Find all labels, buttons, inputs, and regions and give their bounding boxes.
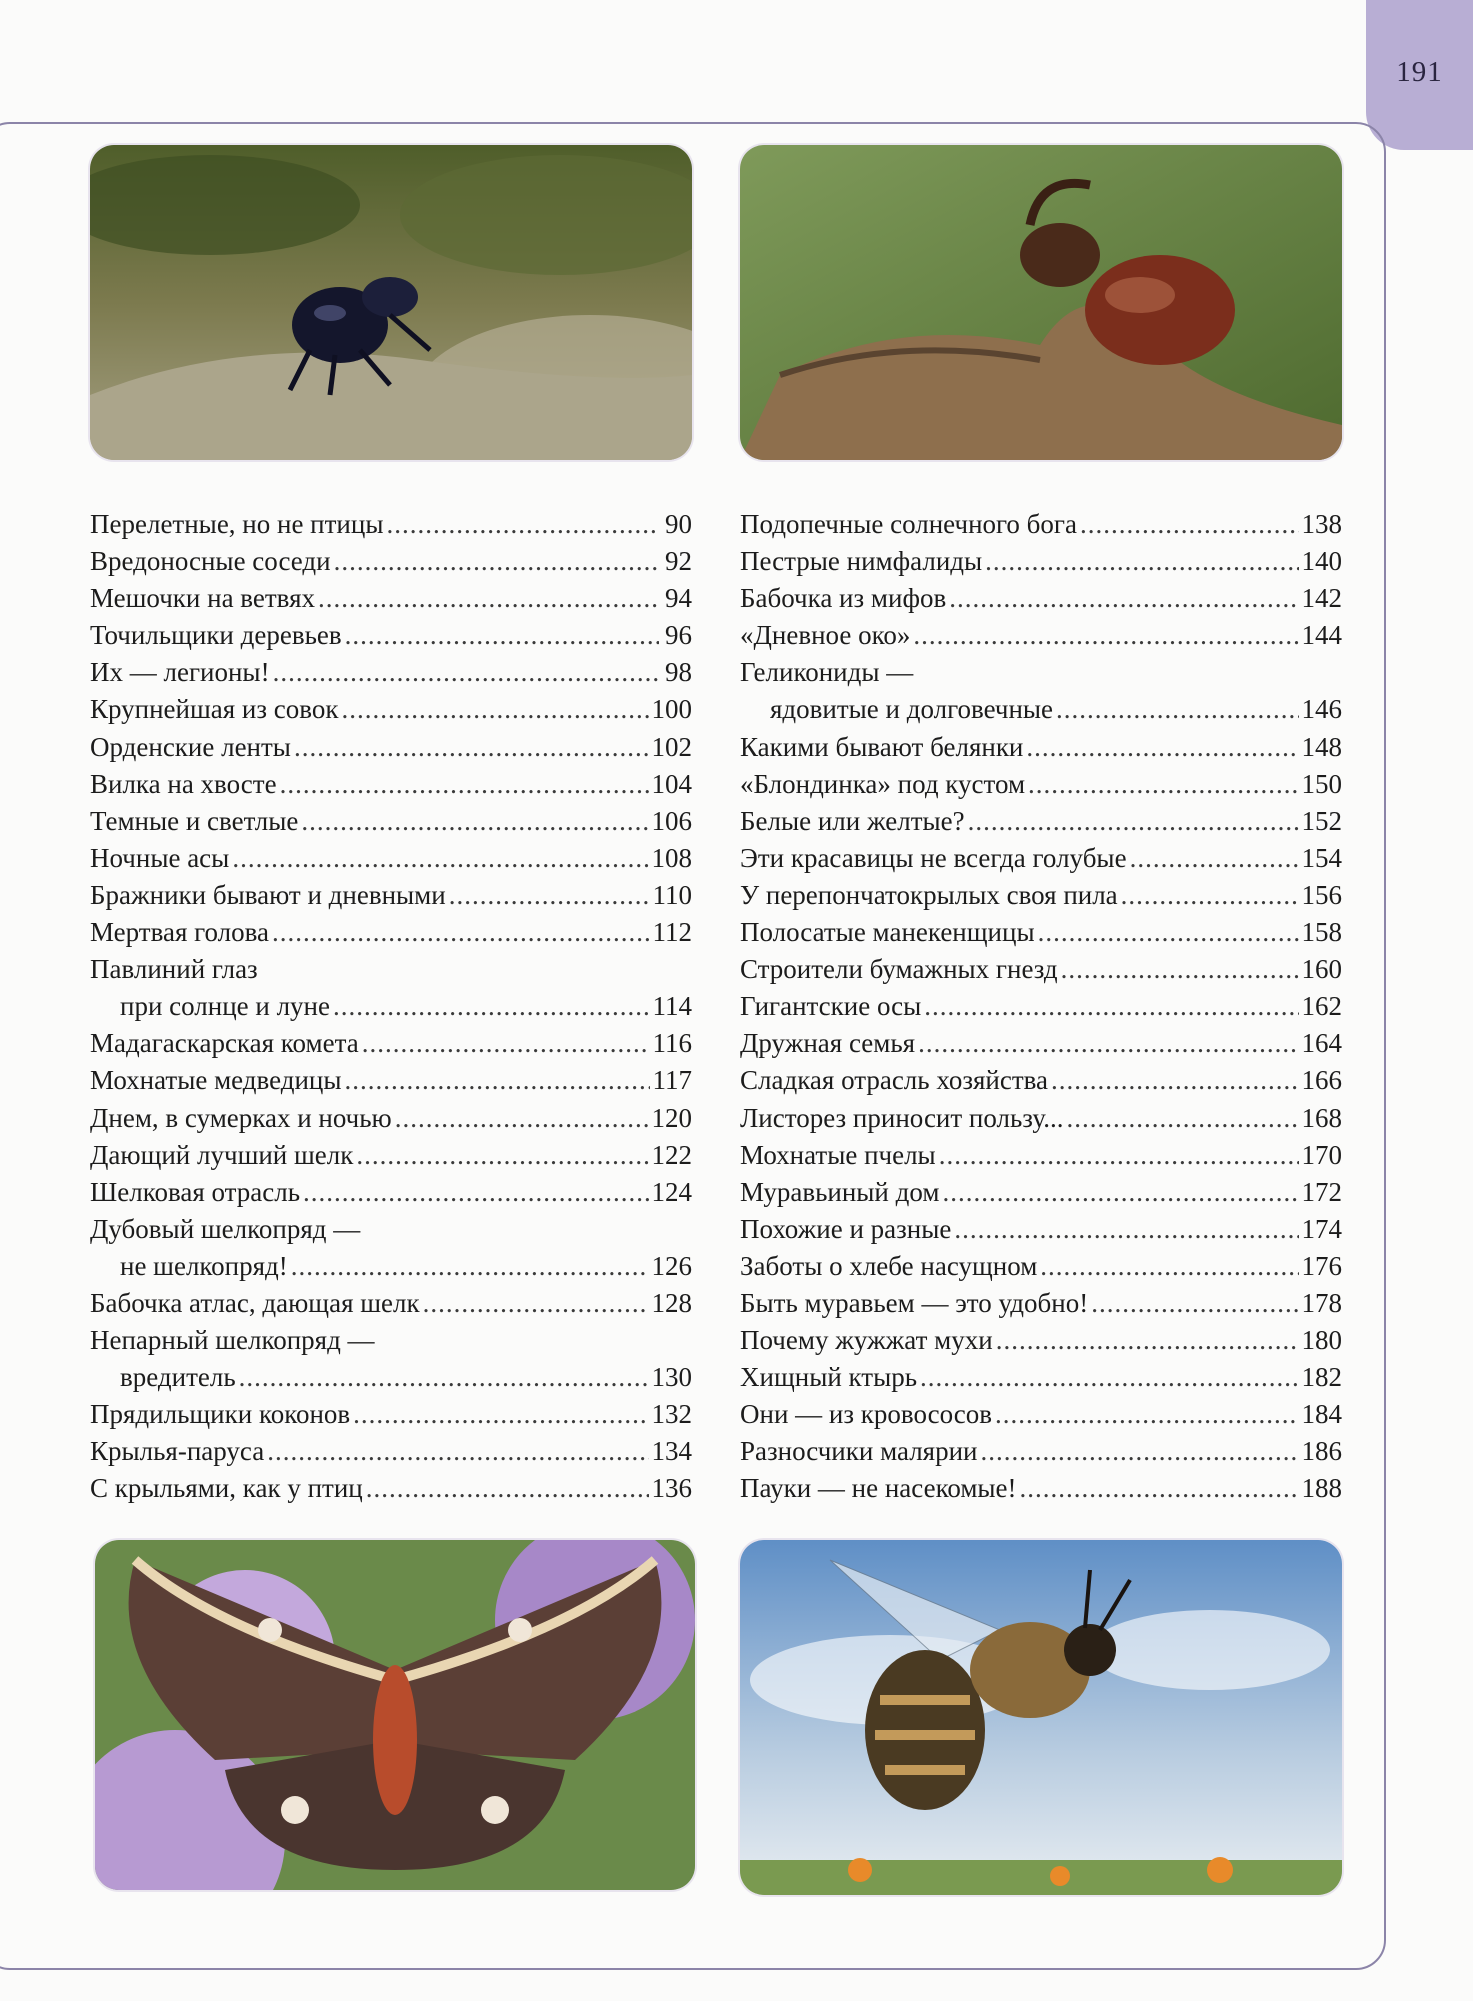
toc-entry-page: 146	[1301, 694, 1342, 725]
toc-leader-dots	[353, 1396, 648, 1433]
toc-entry-title: Мадагаскарская комета	[90, 1028, 359, 1059]
toc-leader-dots	[333, 988, 650, 1025]
toc-entry-page: 96	[665, 620, 692, 651]
toc-entry	[90, 951, 692, 988]
toc-entry-page: 92	[665, 546, 692, 577]
toc-leader-dots	[294, 729, 649, 766]
toc-entry-title: Дающий лучший шелк	[90, 1139, 354, 1170]
toc-entry-title: «Дневное око»	[740, 620, 911, 651]
cecropia-moth-photo	[95, 1540, 695, 1890]
toc-entry-page: 156	[1301, 879, 1342, 910]
toc-leader-dots	[939, 1137, 1299, 1174]
toc-entry-title: Темные и светлые	[90, 805, 299, 836]
toc-entry-page: 172	[1301, 1176, 1342, 1207]
toc-entry-title: «Блондинка» под кустом	[740, 768, 1026, 799]
toc-entry-page: 117	[652, 1065, 692, 1096]
toc-leader-dots	[918, 1025, 1298, 1062]
toc-entry-page: 114	[652, 991, 692, 1022]
toc-leader-dots	[318, 580, 659, 617]
toc-leader-dots	[995, 1396, 1298, 1433]
toc-leader-dots	[334, 543, 659, 580]
toc-leader-dots	[239, 1359, 649, 1396]
toc-leader-dots	[345, 617, 659, 654]
toc-entry	[90, 1359, 692, 1396]
toc-entry	[90, 914, 692, 951]
toc-entry-page: 134	[651, 1436, 692, 1467]
toc-entry-title: Бражники бывают и дневными	[90, 879, 446, 910]
toc-entry	[740, 617, 1342, 654]
toc-entry	[90, 617, 692, 654]
toc-left-column	[90, 506, 692, 1508]
toc-entry-page: 98	[665, 657, 692, 688]
toc-entry-page: 166	[1301, 1065, 1342, 1096]
toc-entry-page: 94	[665, 583, 692, 614]
toc-entry-title: Мохнатые медведицы	[90, 1065, 342, 1096]
toc-entry	[90, 1137, 692, 1174]
toc-entry-title: Крупнейшая из совок	[90, 694, 339, 725]
toc-entry-page: 122	[651, 1139, 692, 1170]
toc-entry	[740, 914, 1342, 951]
toc-entry-page: 140	[1301, 546, 1342, 577]
toc-leader-dots	[981, 1433, 1299, 1470]
toc-entry-title: Вилка на хвосте	[90, 768, 277, 799]
toc-entry-title: Строители бумажных гнезд	[740, 954, 1058, 985]
toc-leader-dots	[301, 803, 648, 840]
toc-entry-page: 112	[652, 917, 692, 948]
toc-leader-dots	[267, 1433, 648, 1470]
toc-leader-dots	[1091, 1285, 1298, 1322]
toc-entry-title: Заботы о хлебе насущном	[740, 1250, 1038, 1281]
toc-entry	[90, 1100, 692, 1137]
toc-entry	[740, 988, 1342, 1025]
toc-entry	[740, 1433, 1342, 1470]
toc-entry-title: Муравьиный дом	[740, 1176, 940, 1207]
toc-leader-dots	[449, 877, 650, 914]
rhinoceros-beetle-photo	[740, 145, 1342, 460]
page-number: 191	[1396, 56, 1443, 88]
toc-leader-dots	[345, 1062, 650, 1099]
toc-entry-page: 138	[1301, 509, 1342, 539]
toc-leader-dots	[949, 580, 1298, 617]
toc-entry-title: Бабочка из мифов	[740, 583, 947, 614]
toc-entry	[740, 691, 1342, 728]
toc-entry-title: Похожие и разные	[740, 1213, 952, 1244]
toc-entry	[90, 580, 692, 617]
toc-entry	[740, 1248, 1342, 1285]
toc-entry	[90, 877, 692, 914]
toc-entry	[90, 543, 692, 580]
toc-leader-dots	[968, 803, 1299, 840]
toc-entry-title: Точильщики деревьев	[90, 620, 342, 651]
toc-entry-page: 180	[1301, 1325, 1342, 1356]
toc-entry	[740, 951, 1342, 988]
toc-entry-page: 184	[1301, 1399, 1342, 1430]
toc-leader-dots	[913, 617, 1298, 654]
toc-entry	[90, 1396, 692, 1433]
toc-entry	[740, 1359, 1342, 1396]
toc-entry-page: 152	[1301, 805, 1342, 836]
toc-leader-dots	[1080, 506, 1299, 543]
toc-leader-dots	[280, 766, 649, 803]
toc-leader-dots	[341, 691, 648, 728]
toc-entry-title: Непарный шелкопряд —	[90, 1325, 375, 1356]
toc-entry-page: 102	[651, 731, 692, 762]
toc-entry-page: 158	[1301, 917, 1342, 948]
toc-entry-page: 188	[1301, 1473, 1342, 1504]
toc-entry	[90, 1322, 692, 1359]
toc-leader-dots	[1020, 1470, 1299, 1507]
toc-entry	[90, 1211, 692, 1248]
toc-leader-dots	[1038, 914, 1299, 951]
toc-entry	[740, 877, 1342, 914]
toc-entry	[740, 1174, 1342, 1211]
toc-leader-dots	[272, 914, 649, 951]
toc-entry-page: 162	[1301, 991, 1342, 1022]
toc-entry	[90, 803, 692, 840]
toc-entry	[90, 766, 692, 803]
toc-entry-title: Какими бывают белянки	[740, 731, 1024, 762]
toc-leader-dots	[291, 1248, 649, 1285]
toc-entry-page: 130	[651, 1362, 692, 1393]
toc-leader-dots	[386, 506, 659, 543]
toc-entry-page: 90	[665, 509, 692, 539]
toc-leader-dots	[1066, 1100, 1298, 1137]
toc-entry-title: Орденские ленты	[90, 731, 291, 762]
toc-entry-page: 168	[1301, 1102, 1342, 1133]
toc-entry-title: Вредоносные соседи	[90, 546, 331, 577]
dung-beetle-photo	[90, 145, 692, 460]
toc-entry-page: 126	[651, 1250, 692, 1281]
toc-entry-page: 116	[652, 1028, 692, 1059]
toc-entry-title: не шелкопряд!	[120, 1250, 288, 1281]
toc-leader-dots	[356, 1137, 648, 1174]
toc-entry-title: Дружная семья	[740, 1028, 916, 1059]
toc-entry	[740, 1285, 1342, 1322]
toc-entry-title: при солнце и луне	[120, 991, 330, 1022]
toc-entry-title: ядовитые и долговечные	[770, 694, 1054, 725]
toc-leader-dots	[985, 543, 1298, 580]
toc-entry-title: Бабочка атлас, дающая шелк	[90, 1287, 420, 1318]
toc-entry-page: 160	[1301, 954, 1342, 985]
toc-entry	[90, 654, 692, 691]
toc-leader-dots	[395, 1100, 649, 1137]
toc-entry-page: 132	[651, 1399, 692, 1430]
toc-entry-page: 164	[1301, 1028, 1342, 1059]
toc-entry-page: 136	[651, 1473, 692, 1504]
toc-entry-title: Они — из кровососов	[740, 1399, 993, 1430]
toc-leader-dots	[273, 654, 659, 691]
toc-entry	[740, 1137, 1342, 1174]
toc-leader-dots	[996, 1322, 1299, 1359]
toc-entry-title: Днем, в сумерках и ночью	[90, 1102, 392, 1133]
toc-entry	[740, 803, 1342, 840]
toc-entry	[90, 1248, 692, 1285]
toc-entry-title: Подопечные солнечного бога	[740, 509, 1077, 539]
toc-entry-page: 104	[651, 768, 692, 799]
toc-entry	[740, 1322, 1342, 1359]
toc-entry	[90, 1470, 692, 1507]
toc-entry-title: Дубовый шелкопряд —	[90, 1213, 361, 1244]
toc-entry	[90, 1062, 692, 1099]
toc-entry-title: Сладкая отрасль хозяйства	[740, 1065, 1049, 1096]
toc-entry	[740, 506, 1342, 543]
toc-leader-dots	[1028, 766, 1298, 803]
toc-entry	[740, 1062, 1342, 1099]
toc-entry-title: Ночные асы	[90, 842, 230, 873]
toc-entry-title: Пестрые нимфалиды	[740, 546, 983, 577]
toc-entry-page: 144	[1301, 620, 1342, 651]
toc-entry-title: Крылья-паруса	[90, 1436, 265, 1467]
toc-leader-dots	[303, 1174, 648, 1211]
toc-entry-page: 142	[1301, 583, 1342, 614]
toc-leader-dots	[423, 1285, 649, 1322]
toc-entry	[740, 1470, 1342, 1507]
toc-entry	[90, 1174, 692, 1211]
toc-entry	[740, 1396, 1342, 1433]
toc-entry-page: 186	[1301, 1436, 1342, 1467]
toc-entry-page: 148	[1301, 731, 1342, 762]
toc-leader-dots	[1051, 1062, 1298, 1099]
toc-leader-dots	[1056, 691, 1298, 728]
toc-entry-title: Мертвая голова	[90, 917, 270, 948]
toc-entry-title: Их — легионы!	[90, 657, 270, 688]
toc-entry-title: Листорез приносит пользу...	[740, 1102, 1064, 1133]
toc-leader-dots	[1130, 840, 1299, 877]
toc-entry-page: 182	[1301, 1362, 1342, 1393]
toc-entry-title: Шелковая отрасль	[90, 1176, 301, 1207]
bee-photo	[740, 1540, 1342, 1895]
toc-entry-title: Хищный ктырь	[740, 1362, 918, 1393]
toc-leader-dots	[920, 1359, 1298, 1396]
toc-entry	[90, 988, 692, 1025]
toc-entry-page: 110	[652, 879, 692, 910]
toc-entry	[90, 691, 692, 728]
toc-entry-title: Почему жужжат мухи	[740, 1325, 993, 1356]
toc-entry	[740, 1100, 1342, 1137]
toc-entry-page: 170	[1301, 1139, 1342, 1170]
toc-entry-page: 124	[651, 1176, 692, 1207]
toc-entry	[740, 766, 1342, 803]
toc-leader-dots	[1121, 877, 1299, 914]
toc-entry-title: С крыльями, как у птиц	[90, 1473, 363, 1504]
toc-entry-title: Перелетные, но не птицы	[90, 509, 384, 539]
toc-entry	[90, 1025, 692, 1062]
toc-entry-title: Прядильщики коконов	[90, 1399, 351, 1430]
toc-entry-page: 108	[651, 842, 692, 873]
toc-entry	[90, 1433, 692, 1470]
toc-entry	[740, 729, 1342, 766]
toc-entry	[740, 1211, 1342, 1248]
toc-entry-title: Эти красавицы не всегда голубые	[740, 842, 1127, 873]
toc-entry-title: Белые или желтые?	[740, 805, 965, 836]
toc-entry-title: Полосатые манекенщицы	[740, 917, 1035, 948]
toc-entry-page: 100	[651, 694, 692, 725]
toc-entry-page: 154	[1301, 842, 1342, 873]
toc-leader-dots	[1061, 951, 1299, 988]
toc-entry-page: 128	[651, 1287, 692, 1318]
toc-entry	[740, 1025, 1342, 1062]
toc-entry-title: У перепончатокрылых своя пила	[740, 879, 1118, 910]
toc-leader-dots	[232, 840, 648, 877]
toc-entry-title: Разносчики малярии	[740, 1436, 978, 1467]
toc-entry	[90, 729, 692, 766]
toc-entry-title: Мешочки на ветвях	[90, 583, 315, 614]
toc-entry	[740, 580, 1342, 617]
toc-entry-title: Геликониды —	[740, 657, 914, 688]
toc-entry-page: 174	[1301, 1213, 1342, 1244]
toc-right-column	[740, 506, 1342, 1508]
toc-leader-dots	[362, 1025, 650, 1062]
toc-entry	[90, 1285, 692, 1322]
toc-entry-title: вредитель	[120, 1362, 236, 1393]
toc-leader-dots	[1026, 729, 1298, 766]
toc-entry-title: Быть муравьем — это удобно!	[740, 1287, 1089, 1318]
toc-leader-dots	[954, 1211, 1298, 1248]
toc-entry-page: 120	[651, 1102, 692, 1133]
toc-leader-dots	[942, 1174, 1298, 1211]
toc-entry	[740, 543, 1342, 580]
toc-leader-dots	[366, 1470, 649, 1507]
toc-entry-page: 106	[651, 805, 692, 836]
toc-entry	[90, 506, 692, 543]
toc-entry	[90, 840, 692, 877]
toc-leader-dots	[1040, 1248, 1298, 1285]
toc-entry-title: Павлиний глаз	[90, 954, 258, 985]
toc-entry-title: Гигантские осы	[740, 991, 922, 1022]
toc-entry-title: Мохнатые пчелы	[740, 1139, 936, 1170]
toc-leader-dots	[924, 988, 1298, 1025]
toc-entry	[740, 654, 1342, 691]
toc-entry-page: 176	[1301, 1250, 1342, 1281]
toc-entry-title: Пауки — не насекомые!	[740, 1473, 1017, 1504]
toc-entry	[740, 840, 1342, 877]
toc-entry-page: 178	[1301, 1287, 1342, 1318]
toc-entry-page: 150	[1301, 768, 1342, 799]
